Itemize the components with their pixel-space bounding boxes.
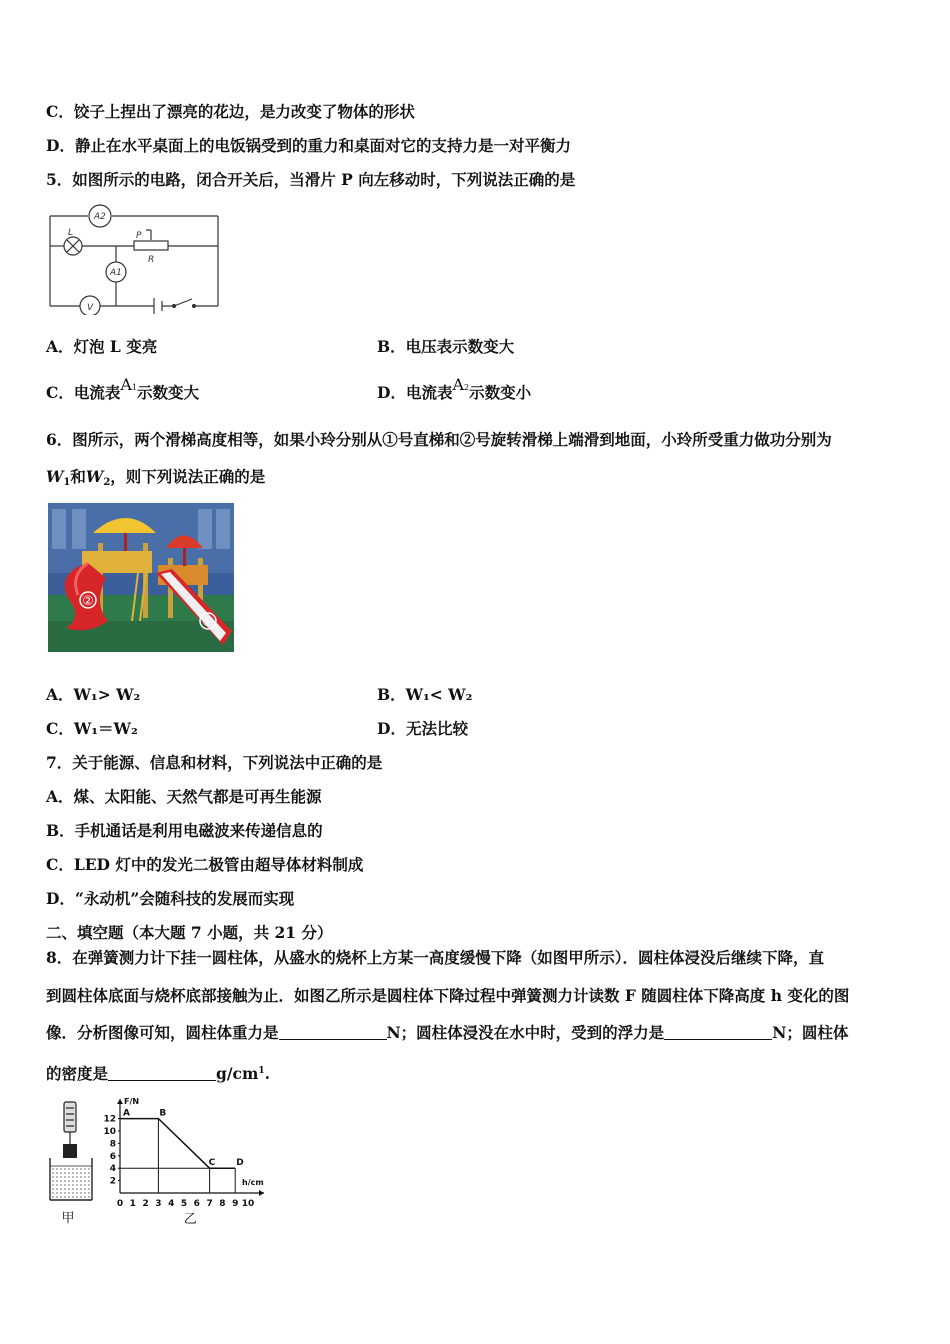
q5-option-d-prefix: D．电流表	[377, 383, 453, 402]
q7-option-d: D．“永动机”会随科技的发展而实现	[46, 889, 295, 908]
q6-stem-line2: $W_1$和$W_2$，则下列说法正确的是	[46, 467, 266, 488]
x-tick-label: 5	[180, 1199, 188, 1209]
q5-option-d	[377, 375, 532, 406]
answer-blank-weight[interactable]	[279, 1025, 387, 1040]
y-tick-label: 10	[103, 1127, 116, 1137]
y-tick-label: 6	[109, 1151, 116, 1162]
q5-option-c-prefix: C．电流表	[46, 383, 121, 402]
q6-stem-line1: 6．图所示，两个滑梯高度相等，如果小玲分别从①号直梯和②号旋转滑梯上端滑到地面，小玲所受重力做功分别为	[46, 430, 832, 449]
y-tick-label: 2	[109, 1176, 116, 1187]
x-tick-label: 7	[206, 1199, 213, 1209]
x-tick-label: 3	[155, 1199, 162, 1209]
ammeter-a1-symbol: A1	[120, 375, 137, 394]
y-axis-arrow	[117, 1099, 123, 1104]
q7-option-a: A．煤、太阳能、天然气都是可再生能源	[46, 787, 322, 806]
slide-2-label: ②	[82, 594, 94, 609]
y-tick-label: 12	[103, 1114, 116, 1125]
q5-option-c-suffix: 示数变大	[137, 383, 200, 402]
y-axis-label: F/N	[124, 1097, 140, 1106]
x-tick-label: 4	[168, 1199, 175, 1209]
x-tick-label: 9	[232, 1199, 239, 1209]
point-label-a: A	[123, 1108, 130, 1119]
label-a1: A1	[110, 268, 122, 278]
label-resistor: R	[148, 255, 155, 265]
q5-option-c	[46, 375, 200, 406]
x-tick-label: 0	[116, 1199, 124, 1209]
q7-option-b: B．手机通话是利用电磁波来传递信息的	[46, 821, 323, 840]
y-tick-label: 4	[109, 1164, 116, 1175]
figure-yi-label: 乙	[183, 1212, 197, 1227]
x-tick-label: 8	[219, 1199, 226, 1209]
q4-option-d: D．静止在水平桌面上的电饭锅受到的重力和桌面对它的支持力是一对平衡力	[46, 136, 571, 155]
label-a2: A2	[94, 212, 106, 222]
f-h-chart	[100, 1095, 290, 1230]
q6-option-b: B．W₁< W₂	[377, 685, 473, 704]
q7-stem: 7．关于能源、信息和材料，下列说法中正确的是	[46, 753, 383, 772]
point-label-c: C	[208, 1158, 216, 1169]
label-v: V	[87, 303, 94, 313]
q5-option-b: B．电压表示数变大	[377, 337, 515, 356]
point-label-b: B	[159, 1108, 167, 1119]
q8-line-4: 的密度是 $g/cm^1$.	[46, 1064, 271, 1083]
playground-slides-photo	[48, 503, 234, 652]
x-tick-label: 10	[241, 1199, 255, 1209]
x-axis-label: h/cm	[242, 1178, 264, 1187]
q8-line-2: 到圆柱体底面与烧杯底部接触为止．如图乙所示是圆柱体下降过程中弹簧测力计读数 F 随圆柱体下降高度 h 变化的图	[46, 986, 850, 1005]
slide-1-label: ①	[202, 615, 214, 630]
x-axis-arrow	[259, 1190, 264, 1196]
answer-blank-buoyancy[interactable]	[664, 1025, 772, 1040]
x-tick-label: 6	[193, 1199, 200, 1209]
q5-stem: 5．如图所示的电路，闭合开关后，当滑片 P 向左移动时，下列说法正确的是	[46, 170, 576, 189]
q6-option-d: D．无法比较	[377, 719, 468, 738]
y-tick-label: 8	[109, 1139, 116, 1150]
label-slider: P	[136, 231, 142, 241]
q8-line-1: 8．在弹簧测力计下挂一圆柱体，从盛水的烧杯上方某一高度缓慢下降（如图甲所示）．圆柱体浸没后继续下降，直	[46, 948, 825, 967]
q8-line-3: 像．分析图像可知，圆柱体重力是 N；圆柱体浸没在水中时，受到的浮力是 N；圆柱体	[46, 1023, 849, 1042]
figure-jia-label: 甲	[61, 1211, 75, 1226]
point-label-d: D	[236, 1158, 244, 1169]
ammeter-a2-symbol: A2	[452, 375, 470, 394]
q4-option-c: C．饺子上捏出了漂亮的花边，是力改变了物体的形状	[46, 102, 415, 121]
q5-option-d-suffix: 示数变小	[469, 383, 532, 402]
series-line	[120, 1119, 235, 1169]
q5-option-a: A．灯泡 L 变亮	[46, 337, 158, 356]
q6-option-c: C．W₁＝W₂	[46, 719, 138, 738]
section-2-title: 二、填空题（本大题 7 小题，共 21 分）	[46, 923, 333, 942]
x-tick-label: 1	[129, 1199, 136, 1209]
q7-option-c: C．LED 灯中的发光二极管由超导体材料制成	[46, 855, 364, 874]
spring-scale-beaker-figure	[44, 1100, 100, 1230]
x-tick-label: 2	[142, 1199, 149, 1209]
answer-blank-density[interactable]	[108, 1066, 216, 1081]
q6-option-a: A．W₁> W₂	[46, 685, 141, 704]
label-lamp: L	[68, 228, 74, 238]
q5-circuit-diagram	[46, 200, 226, 315]
